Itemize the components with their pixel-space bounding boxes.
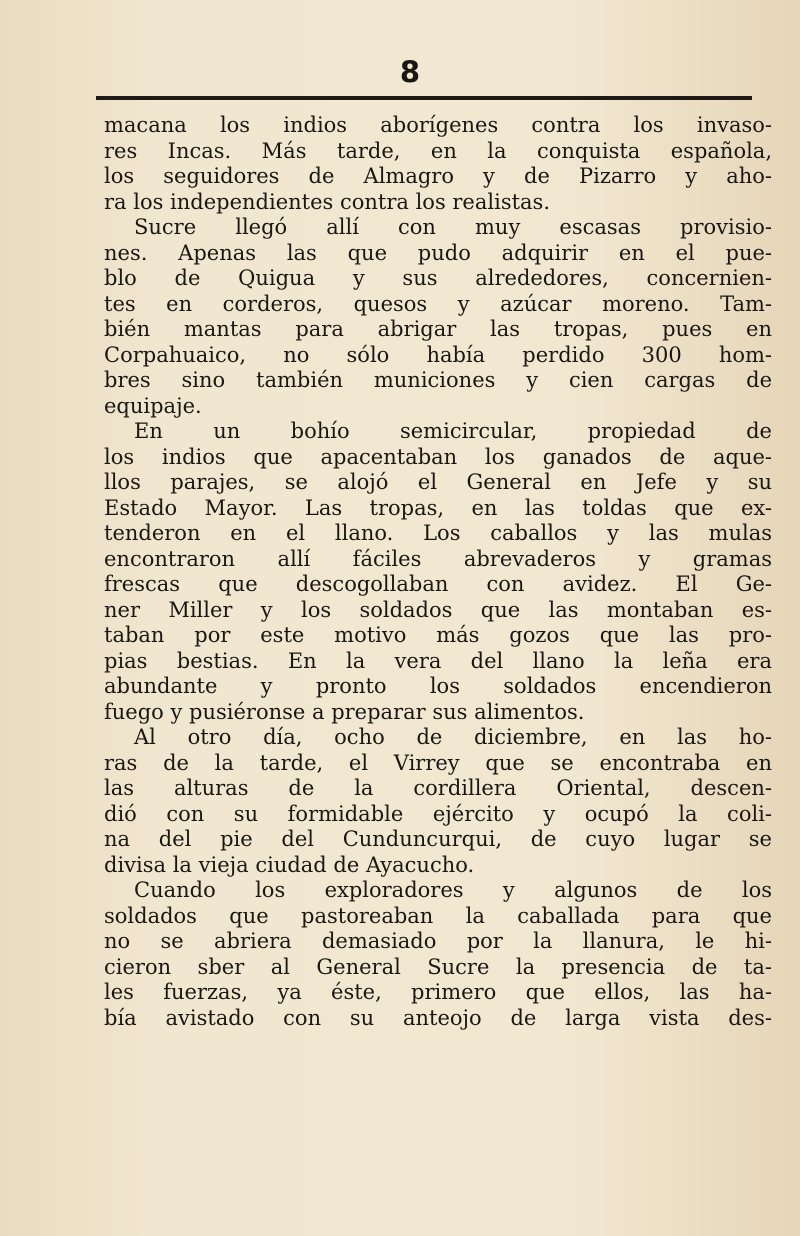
text-line: res Incas. Más tarde, en la conquista española,: [104, 138, 772, 163]
text-line: les fuerzas, ya éste, primero que ellos, las ha-: [104, 980, 772, 1004]
text-line: cieron sber al General Sucre la presencia de ta-: [104, 954, 772, 979]
text-line: nes. Apenas las que pudo adquirir en el pue-: [104, 240, 772, 265]
text-line: abundante y pronto los soldados encendieron: [104, 674, 772, 698]
text-line: encontraron allí fáciles abrevaderos y gramas: [104, 546, 772, 571]
text-line: llos parajes, se alojó el General en Jefe y su: [104, 470, 772, 494]
text-line: soldados que pastoreaban la caballada para que: [104, 903, 772, 928]
text-line: En un bohío semicircular, propiedad de: [134, 419, 772, 443]
text-line: ra los independientes contra los realistas.: [104, 189, 551, 214]
text-line: dió con su formidable ejército y ocupó la coli-: [104, 801, 772, 826]
text-line: blo de Quigua y sus alrededores, concernien-: [104, 266, 772, 290]
text-line: ner Miller y los soldados que las montaban es-: [104, 597, 772, 622]
text-line: divisa la vieja ciudad de Ayacucho.: [104, 852, 475, 877]
text-line: Estado Mayor. Las tropas, en las toldas que ex-: [104, 495, 772, 520]
text-line: Al otro día, ocho de diciembre, en las ho-: [134, 725, 772, 749]
page-number: 8: [399, 55, 421, 89]
text-line: macana los indios aborígenes contra los invaso-: [104, 113, 772, 137]
text-line: Cuando los exploradores y algunos de los: [134, 878, 772, 902]
text-line: frescas que descogollaban con avidez. El Ge-: [104, 572, 772, 596]
header-rule: [96, 96, 752, 100]
text-line: tenderon en el llano. Los caballos y las mulas: [104, 521, 772, 545]
text-line: pias bestias. En la vera del llano la leña era: [104, 648, 772, 673]
text-line: Sucre llegó allí con muy escasas provisio-: [134, 215, 772, 239]
text-line: no se abriera demasiado por la llanura, le hi-: [104, 929, 772, 953]
text-line: las alturas de la cordillera Oriental, descen-: [104, 776, 772, 800]
text-line: los seguidores de Almagro y de Pizarro y aho-: [104, 164, 772, 188]
text-line: bién mantas para abrigar las tropas, pues en: [104, 317, 772, 341]
text-line: ras de la tarde, el Virrey que se encontraba en: [104, 750, 772, 775]
text-line: taban por este motivo más gozos que las pro-: [104, 623, 772, 647]
text-line: na del pie del Cunduncurqui, de cuyo lugar se: [104, 827, 772, 851]
text-line: tes en corderos, quesos y azúcar moreno. Tam-: [104, 291, 772, 316]
text-line: los indios que apacentaban los ganados de aque-: [104, 444, 772, 469]
text-line: bía avistado con su anteojo de larga vista des-: [104, 1005, 772, 1030]
text-line: equipaje.: [104, 393, 202, 418]
text-line: bres sino también municiones y cien cargas de: [104, 368, 772, 392]
body-text: [104, 113, 772, 1031]
text-line: fuego y pusiéronse a preparar sus alimentos.: [104, 699, 585, 724]
text-line: Corpahuaico, no sólo había perdido 300 hom-: [104, 342, 772, 367]
